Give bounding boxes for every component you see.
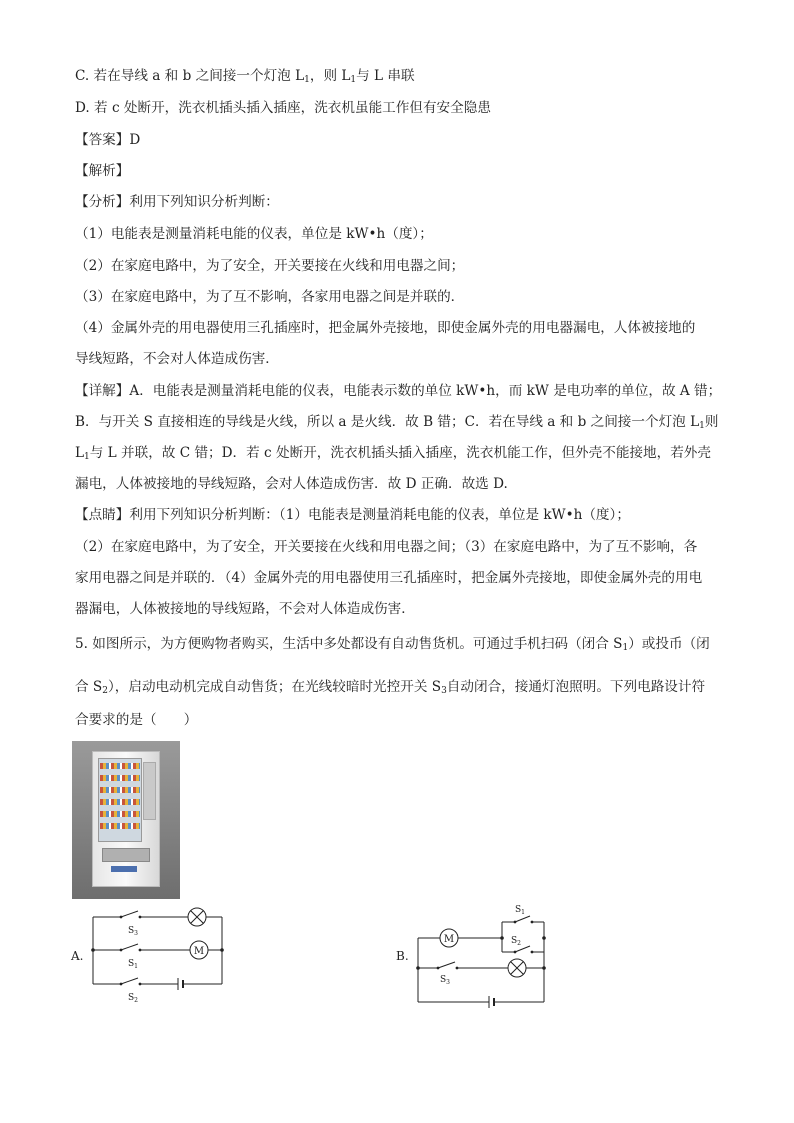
detail-line-2: B．与开关 S 直接相连的导线是火线，所以 a 是火线．故 B 错；C．若在导线 a 和 b 之间接一个灯泡 $L_1$则 [75,414,719,431]
circuit-diagram-a [68,905,238,1005]
vending-machine-photo [72,741,180,899]
tip-line-3: 家用电器之间是并联的．（4）金属外壳的用电器使用三孔插座时，把金属外壳接地，即使金属外壳的用电 [75,570,703,586]
option-d-text: D. 若 c 处断开，洗衣机插头插入插座，洗衣机虽能工作但有安全隐患 [75,100,491,116]
question-5-line-3: 合要求的是（ ） [75,712,198,728]
vending-machine-window [98,758,142,842]
question-5-line-2: 合 $S_2$），启动电动机完成自动售货；在光线较暗时光控开关 $S_3$自动闭合，接通灯泡照明。下列电路设计符 [75,679,706,696]
switch-label-s3: $S_3$ [128,926,138,937]
detail-line-3: $L_1$与 L 并联，故 C 错；D．若 c 处断开，洗衣机插头插入插座，洗衣机能工作，但外壳不能接地，若外壳 [75,445,711,462]
lamp-icon [508,959,526,977]
switch-label-s1: $S_1$ [515,905,525,916]
vending-machine-control-panel [143,762,156,820]
question-5-line-1: 5. 如图所示，为方便购物者购买，生活中多处都设有自动售货机。可通过手机扫码（闭合 $S_1$）或投币（闭 [75,636,710,653]
option-c-text: C. 若在导线 a 和 b 之间接一个灯泡 $L_1$，则 $L_1$与 L 串联 [75,68,415,85]
analysis-point-3: （3）在家庭电路中，为了互不影响，各家用电器之间是并联的． [75,289,465,305]
circuit-diagram-b [393,898,563,1008]
tip-line-4: 器漏电，人体被接地的导线短路，不会对人体造成伤害． [75,601,415,617]
vending-machine-body [92,751,160,887]
switch-label-s1: $S_1$ [128,959,138,970]
detail-line-1: 【详解】A．电能表是测量消耗电能的仪表，电能表示数的单位 kW•h，而 kW 是电功率的单位，故 A 错； [75,383,722,399]
analysis-point-1: （1）电能表是测量消耗电能的仪表，单位是 kW•h（度）； [75,226,433,242]
analysis-point-4-cont: 导线短路，不会对人体造成伤害． [75,351,279,367]
tip-line-2: （2）在家庭电路中，为了安全，开关要接在火线和用电器之间；（3）在家庭电路中，为了互不影响，各 [75,539,698,555]
detail-line-4: 漏电，人体被接地的导线短路，会对人体造成伤害．故 D 正确．故选 D. [75,476,508,492]
switch-label-s2: $S_2$ [511,936,521,947]
svg-text:M: M [443,934,455,945]
option-b-label: B. [396,949,409,963]
battery-icon [178,978,183,990]
analysis-point-4: （4）金属外壳的用电器使用三孔插座时，把金属外壳接地，即使金属外壳的用电器漏电，人体被接地的 [75,320,696,336]
option-a-label: A. [71,949,84,963]
lamp-icon [188,908,206,926]
battery-icon [489,996,494,1008]
tip-line-1: 【点睛】利用下列知识分析判断：（1）电能表是测量消耗电能的仪表，单位是 kW•h（度）； [75,507,630,523]
analysis-intro: 【分析】利用下列知识分析判断： [75,194,279,210]
vending-machine-label [111,866,137,872]
switch-label-s3: $S_3$ [440,975,450,986]
analysis-heading: 【解析】 [75,163,130,179]
switch-label-s2: $S_2$ [128,993,138,1004]
svg-text:M: M [193,946,205,957]
motor-icon [440,929,458,947]
analysis-point-2: （2）在家庭电路中，为了安全，开关要接在火线和用电器之间； [75,258,465,274]
answer-label: 【答案】D [75,132,141,148]
vending-machine-pickup-slot [102,848,150,862]
motor-icon [190,941,208,959]
